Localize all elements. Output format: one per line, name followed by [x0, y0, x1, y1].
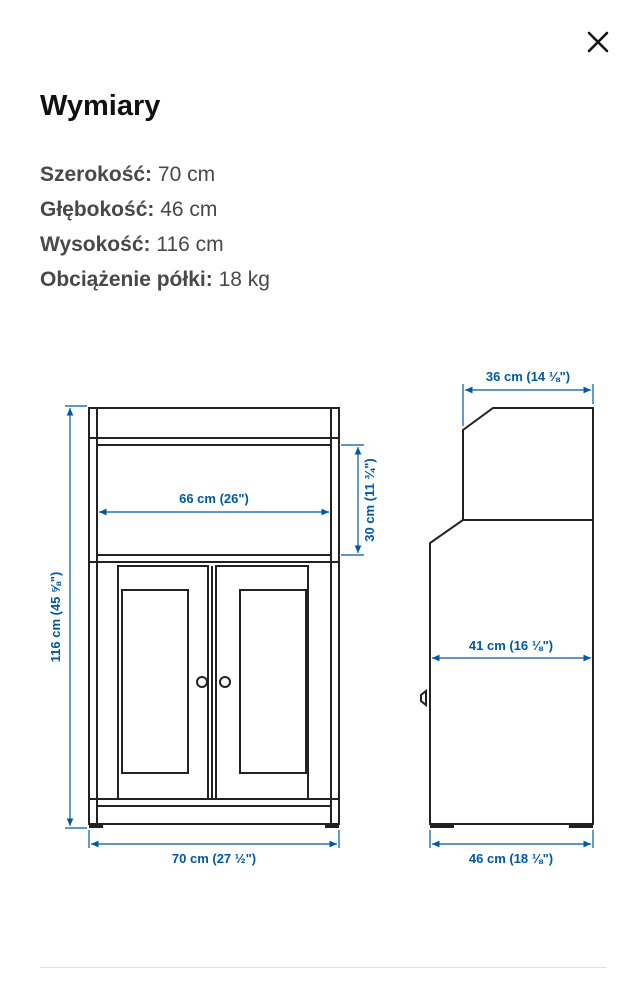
spec-width: [40, 157, 270, 192]
spec-value: 46 cm: [160, 198, 218, 221]
side-view-drawing: [421, 408, 593, 824]
close-button[interactable]: [580, 24, 616, 60]
page-title: Wymiary: [40, 90, 161, 122]
spec-height: [40, 227, 270, 262]
divider: [40, 967, 606, 968]
spec-value: 18 kg: [218, 268, 270, 291]
spec-value: 70 cm: [157, 163, 216, 186]
front-view-drawing: [89, 408, 339, 824]
dim-shelf-height-label: 30 cm (11 ¾"): [362, 458, 377, 542]
dimension-lines: [65, 384, 593, 848]
dim-height-label: 116 cm (45 ⅝"): [48, 571, 63, 663]
spec-shelf-load: [40, 262, 270, 297]
spec-depth: [40, 192, 270, 227]
dim-middle-depth-label: 41 cm (16 ⅛"): [468, 638, 554, 653]
close-icon: [586, 30, 610, 54]
spec-value: 116 cm: [156, 233, 224, 256]
spec-label: Wysokość:: [40, 233, 151, 256]
spec-list: [40, 157, 270, 297]
dim-bottom-depth-label: 46 cm (18 ⅛"): [468, 851, 554, 866]
spec-label: Szerokość:: [40, 163, 153, 186]
dim-top-depth-label: 36 cm (14 ⅛"): [485, 369, 571, 384]
dim-inner-width-label: 66 cm (26"): [179, 491, 249, 506]
spec-label: Głębokość:: [40, 198, 155, 221]
dim-width-label: 70 cm (27 ½"): [171, 851, 257, 866]
spec-label: Obciążenie półki:: [40, 268, 213, 291]
dimension-diagram: [0, 340, 643, 920]
